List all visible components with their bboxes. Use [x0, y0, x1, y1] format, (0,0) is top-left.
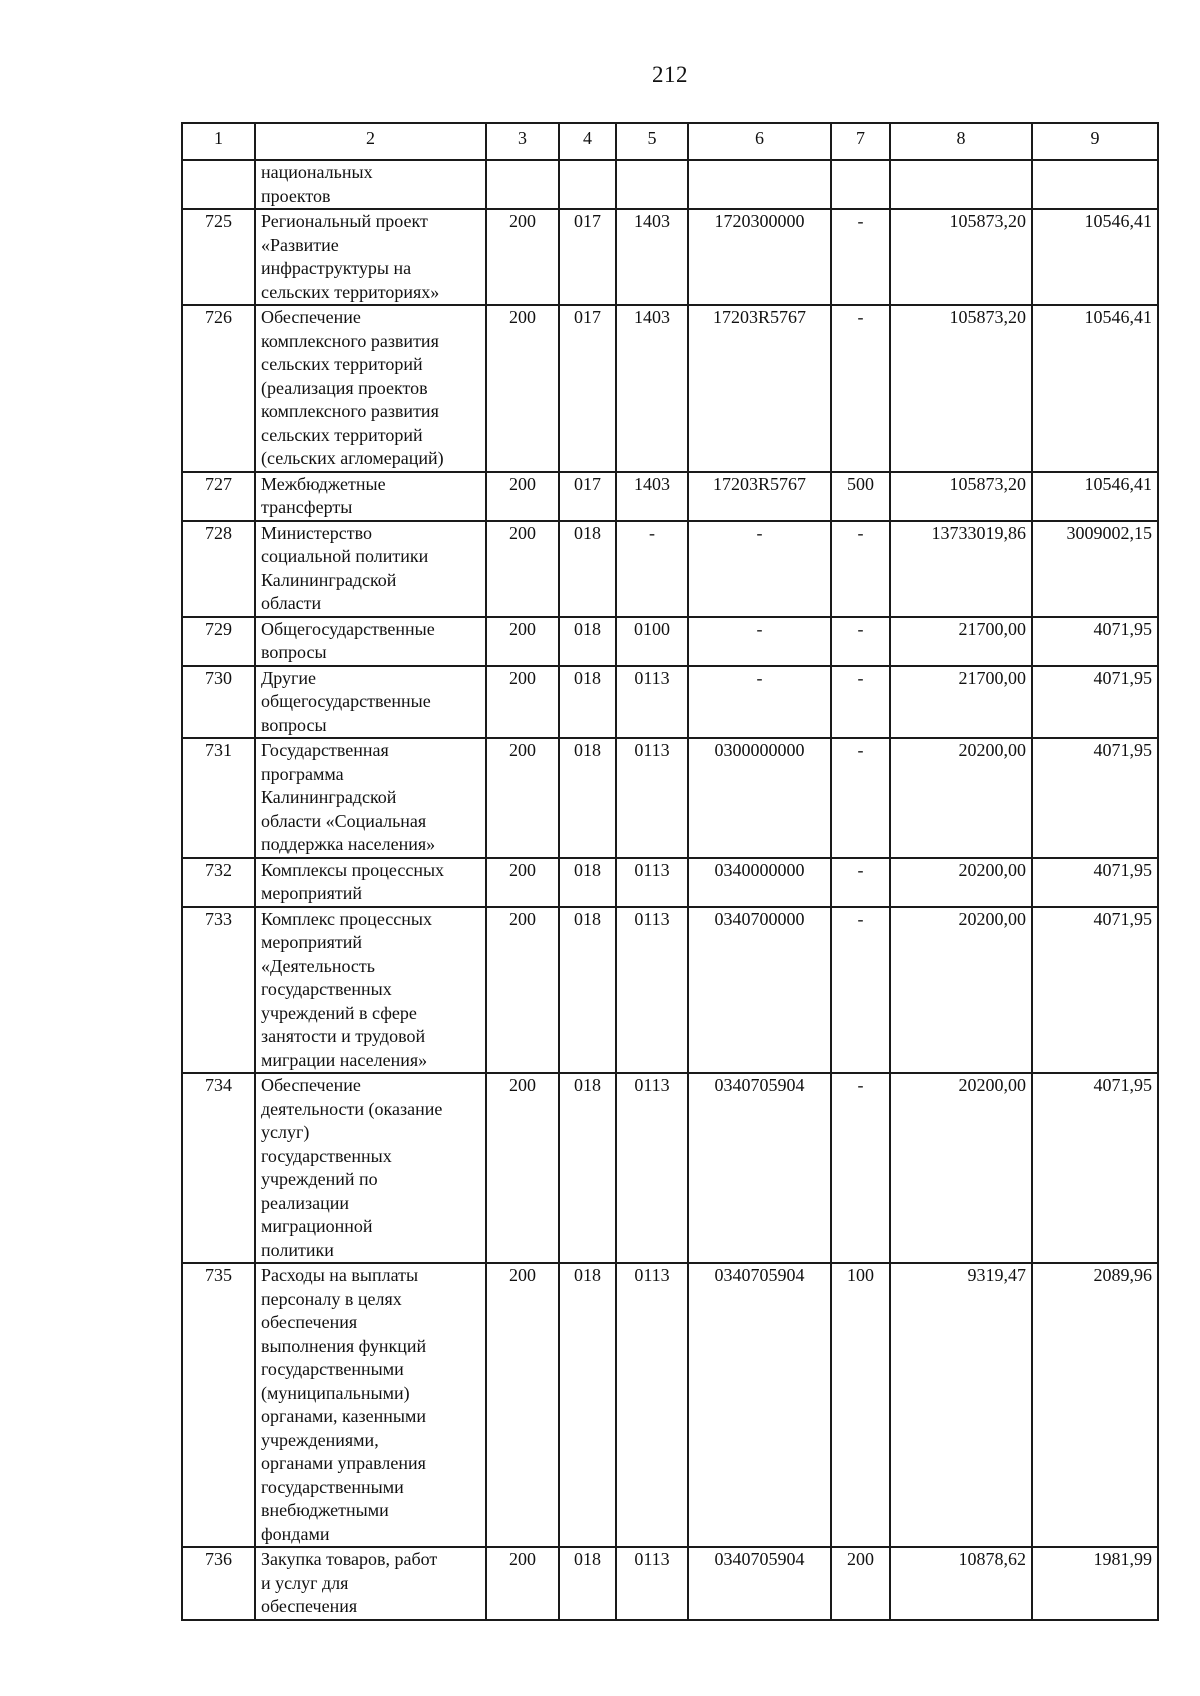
col5-code-cell: 0113 [616, 666, 688, 739]
item-name-line: учреждений в сфере [261, 1002, 417, 1023]
col3-code-cell: 200 [486, 472, 559, 521]
item-name-line: Калининградской [261, 787, 397, 807]
item-name-line: Расходы на выплаты [261, 1265, 419, 1285]
table-row [182, 472, 1158, 521]
col9-amount-cell: 4071,95 [1032, 617, 1158, 666]
header-cell-7: 7 [831, 123, 890, 160]
item-name-cell [255, 472, 486, 521]
col9-amount-cell: 3009002,15 [1032, 521, 1158, 617]
item-name-line: миграции населения» [261, 1049, 428, 1070]
item-name-line: государственных [261, 979, 392, 999]
col6-code-cell: 0300000000 [688, 738, 831, 858]
row-number-cell: 729 [182, 617, 255, 666]
col8-amount-cell: 20200,00 [890, 907, 1032, 1074]
col8-amount-cell: 105873,20 [890, 305, 1032, 472]
col8-amount-cell: 10878,62 [890, 1547, 1032, 1620]
item-name-line: Государственная [261, 740, 389, 760]
row-number-cell: 735 [182, 1263, 255, 1547]
col6-code-cell: 0340705904 [688, 1073, 831, 1263]
item-name-line: Другие [261, 667, 317, 688]
col4-code-cell: 018 [559, 617, 616, 666]
item-name-cell [255, 858, 486, 907]
item-name-cell [255, 738, 486, 858]
item-name-line: занятости и трудовой [261, 1026, 426, 1046]
item-name-line: внебюджетными [261, 1500, 389, 1520]
item-name-line: социальной политики [261, 546, 429, 566]
col4-code-cell: 018 [559, 1547, 616, 1620]
item-name-line: мероприятий [261, 883, 363, 903]
header-cell-1: 1 [182, 123, 255, 160]
col3-code-cell: 200 [486, 209, 559, 305]
item-name-line: государственных [261, 1145, 392, 1166]
item-name-line: мероприятий [261, 932, 363, 952]
item-name-line: услуг) [261, 1122, 310, 1142]
col4-code-cell: 017 [559, 472, 616, 521]
col7-code-cell: - [831, 666, 890, 739]
col3-code-cell: 200 [486, 907, 559, 1074]
col7-code-cell: - [831, 907, 890, 1074]
header-cell-6: 6 [688, 123, 831, 160]
item-name-line: реализации [261, 1192, 349, 1213]
col8-amount-cell: 21700,00 [890, 617, 1032, 666]
item-name-line: сельских территорий [261, 354, 423, 374]
col9-amount-cell: 4071,95 [1032, 1073, 1158, 1263]
col6-code-cell: 0340000000 [688, 858, 831, 907]
item-name-line: Обеспечение [261, 307, 361, 327]
col5-code-cell: 1403 [616, 209, 688, 305]
col8-amount-cell: 20200,00 [890, 1073, 1032, 1263]
col6-code-cell: 0340705904 [688, 1547, 831, 1620]
col8-amount-cell [890, 160, 1032, 209]
col4-code-cell: 018 [559, 1073, 616, 1263]
col5-code-cell: 1403 [616, 472, 688, 521]
row-number-cell: 732 [182, 858, 255, 907]
table-row [182, 1547, 1158, 1620]
col6-code-cell: 17203R5767 [688, 472, 831, 521]
col6-code-cell [688, 160, 831, 209]
col9-amount-cell: 10546,41 [1032, 209, 1158, 305]
item-name-line: деятельности (оказание [261, 1098, 443, 1119]
table-row [182, 858, 1158, 907]
col3-code-cell: 200 [486, 666, 559, 739]
item-name-line: вопросы [261, 642, 327, 662]
col3-code-cell: 200 [486, 1547, 559, 1620]
col9-amount-cell: 10546,41 [1032, 305, 1158, 472]
col5-code-cell: 0113 [616, 858, 688, 907]
col4-code-cell: 018 [559, 1263, 616, 1547]
item-name-line: (сельских агломераций) [261, 448, 444, 468]
item-name-line: инфраструктуры на [261, 258, 412, 278]
item-name-line: сельских территорий [261, 424, 423, 445]
col8-amount-cell: 9319,47 [890, 1263, 1032, 1547]
col9-amount-cell: 10546,41 [1032, 472, 1158, 521]
item-name-cell [255, 907, 486, 1074]
item-name-line: учреждений по [261, 1169, 378, 1189]
col6-code-cell: 17203R5767 [688, 305, 831, 472]
row-number-cell: 733 [182, 907, 255, 1074]
item-name-cell [255, 305, 486, 472]
header-cell-9: 9 [1032, 123, 1158, 160]
col8-amount-cell: 20200,00 [890, 858, 1032, 907]
item-name-line: государственными [261, 1476, 404, 1497]
col6-code-cell: - [688, 521, 831, 617]
col3-code-cell: 200 [486, 305, 559, 472]
item-name-line: Межбюджетные [261, 473, 386, 494]
header-cell-3: 3 [486, 123, 559, 160]
table-row [182, 666, 1158, 739]
item-name-cell [255, 1547, 486, 1620]
item-name-line: вопросы [261, 714, 327, 735]
header-cell-2: 2 [255, 123, 486, 160]
page-number: 212 [652, 62, 688, 87]
col5-code-cell: 0113 [616, 907, 688, 1074]
col3-code-cell: 200 [486, 1073, 559, 1263]
col6-code-cell: 0340700000 [688, 907, 831, 1074]
item-name-line: национальных [261, 162, 373, 182]
col3-code-cell: 200 [486, 858, 559, 907]
col6-code-cell: - [688, 666, 831, 739]
col7-code-cell [831, 160, 890, 209]
item-name-line: государственными [261, 1359, 404, 1379]
item-name-line: «Развитие [261, 234, 339, 255]
col7-code-cell: - [831, 738, 890, 858]
col7-code-cell: - [831, 1073, 890, 1263]
item-name-line: Калининградской [261, 569, 397, 590]
item-name-line: персоналу в целях [261, 1288, 402, 1309]
col9-amount-cell: 2089,96 [1032, 1263, 1158, 1547]
col7-code-cell: 100 [831, 1263, 890, 1547]
col3-code-cell: 200 [486, 617, 559, 666]
row-number-cell: 736 [182, 1547, 255, 1620]
item-name-cell [255, 617, 486, 666]
item-name-line: комплексного развития [261, 330, 439, 351]
item-name-cell [255, 209, 486, 305]
col6-code-cell: 0340705904 [688, 1263, 831, 1547]
col9-amount-cell: 4071,95 [1032, 738, 1158, 858]
item-name-line: Министерство [261, 522, 372, 543]
item-name-line: комплексного развития [261, 401, 439, 421]
col5-code-cell: 0113 [616, 1073, 688, 1263]
item-name-line: политики [261, 1239, 334, 1260]
row-number-cell: 725 [182, 209, 255, 305]
row-number-cell: 726 [182, 305, 255, 472]
col7-code-cell: - [831, 209, 890, 305]
item-name-line: Закупка товаров, работ [261, 1549, 438, 1569]
item-name-cell [255, 1073, 486, 1263]
item-name-line: Региональный проект [261, 211, 428, 231]
header-cell-4: 4 [559, 123, 616, 160]
col3-code-cell: 200 [486, 738, 559, 858]
item-name-line: (муниципальными) [261, 1382, 410, 1403]
col5-code-cell: - [616, 521, 688, 617]
row-number-cell: 728 [182, 521, 255, 617]
row-number-cell: 730 [182, 666, 255, 739]
col5-code-cell: 0113 [616, 1547, 688, 1620]
item-name-line: органами, казенными [261, 1406, 426, 1426]
item-name-line: (реализация проектов [261, 377, 428, 398]
col8-amount-cell: 13733019,86 [890, 521, 1032, 617]
table-row [182, 1073, 1158, 1263]
table-row [182, 617, 1158, 666]
col9-amount-cell: 4071,95 [1032, 907, 1158, 1074]
col9-amount-cell: 4071,95 [1032, 666, 1158, 739]
table-row [182, 907, 1158, 1074]
table-row [182, 160, 1158, 209]
col3-code-cell: 200 [486, 521, 559, 617]
item-name-cell [255, 521, 486, 617]
budget-table [181, 122, 1159, 1621]
item-name-line: обеспечения [261, 1596, 358, 1616]
col5-code-cell [616, 160, 688, 209]
col6-code-cell: - [688, 617, 831, 666]
col7-code-cell: 500 [831, 472, 890, 521]
col7-code-cell: - [831, 858, 890, 907]
col8-amount-cell: 21700,00 [890, 666, 1032, 739]
item-name-line: миграционной [261, 1216, 373, 1236]
col5-code-cell: 0113 [616, 738, 688, 858]
col5-code-cell: 1403 [616, 305, 688, 472]
col4-code-cell: 018 [559, 738, 616, 858]
col5-code-cell: 0100 [616, 617, 688, 666]
col4-code-cell [559, 160, 616, 209]
item-name-line: проектов [261, 185, 331, 206]
item-name-line: фондами [261, 1523, 330, 1544]
col4-code-cell: 017 [559, 305, 616, 472]
item-name-line: «Деятельность [261, 955, 375, 976]
col5-code-cell: 0113 [616, 1263, 688, 1547]
col8-amount-cell: 105873,20 [890, 472, 1032, 521]
row-number-cell: 731 [182, 738, 255, 858]
col7-code-cell: - [831, 521, 890, 617]
col7-code-cell: - [831, 305, 890, 472]
item-name-line: Общегосударственные [261, 618, 435, 639]
col4-code-cell: 017 [559, 209, 616, 305]
item-name-cell [255, 1263, 486, 1547]
col7-code-cell: 200 [831, 1547, 890, 1620]
col9-amount-cell [1032, 160, 1158, 209]
row-number-cell [182, 160, 255, 209]
col8-amount-cell: 105873,20 [890, 209, 1032, 305]
col3-code-cell [486, 160, 559, 209]
item-name-line: общегосударственные [261, 691, 431, 711]
item-name-line: области [261, 593, 322, 613]
col9-amount-cell: 1981,99 [1032, 1547, 1158, 1620]
col4-code-cell: 018 [559, 666, 616, 739]
item-name-line: Обеспечение [261, 1075, 361, 1095]
col4-code-cell: 018 [559, 907, 616, 1074]
item-name-line: трансферты [261, 497, 353, 517]
col6-code-cell: 1720300000 [688, 209, 831, 305]
row-number-cell: 727 [182, 472, 255, 521]
col7-code-cell: - [831, 617, 890, 666]
item-name-cell [255, 160, 486, 209]
header-cell-5: 5 [616, 123, 688, 160]
item-name-line: программа [261, 763, 344, 784]
table-row [182, 1263, 1158, 1547]
table-row [182, 738, 1158, 858]
item-name-line: сельских территориях» [261, 281, 440, 302]
item-name-line: выполнения функций [261, 1335, 427, 1356]
col3-code-cell: 200 [486, 1263, 559, 1547]
header-cell-8: 8 [890, 123, 1032, 160]
item-name-line: учреждениями, [261, 1429, 379, 1450]
col4-code-cell: 018 [559, 521, 616, 617]
item-name-line: области «Социальная [261, 810, 427, 831]
item-name-line: поддержка населения» [261, 834, 436, 854]
item-name-line: Комплексы процессных [261, 859, 445, 880]
table-row [182, 209, 1158, 305]
item-name-cell [255, 666, 486, 739]
item-name-line: и услуг для [261, 1572, 349, 1593]
col9-amount-cell: 4071,95 [1032, 858, 1158, 907]
item-name-line: обеспечения [261, 1312, 358, 1332]
table-header-row [182, 123, 1158, 160]
col4-code-cell: 018 [559, 858, 616, 907]
item-name-line: Комплекс процессных [261, 908, 432, 929]
item-name-line: органами управления [261, 1453, 426, 1473]
col8-amount-cell: 20200,00 [890, 738, 1032, 858]
table-row [182, 305, 1158, 472]
table-row [182, 521, 1158, 617]
row-number-cell: 734 [182, 1073, 255, 1263]
